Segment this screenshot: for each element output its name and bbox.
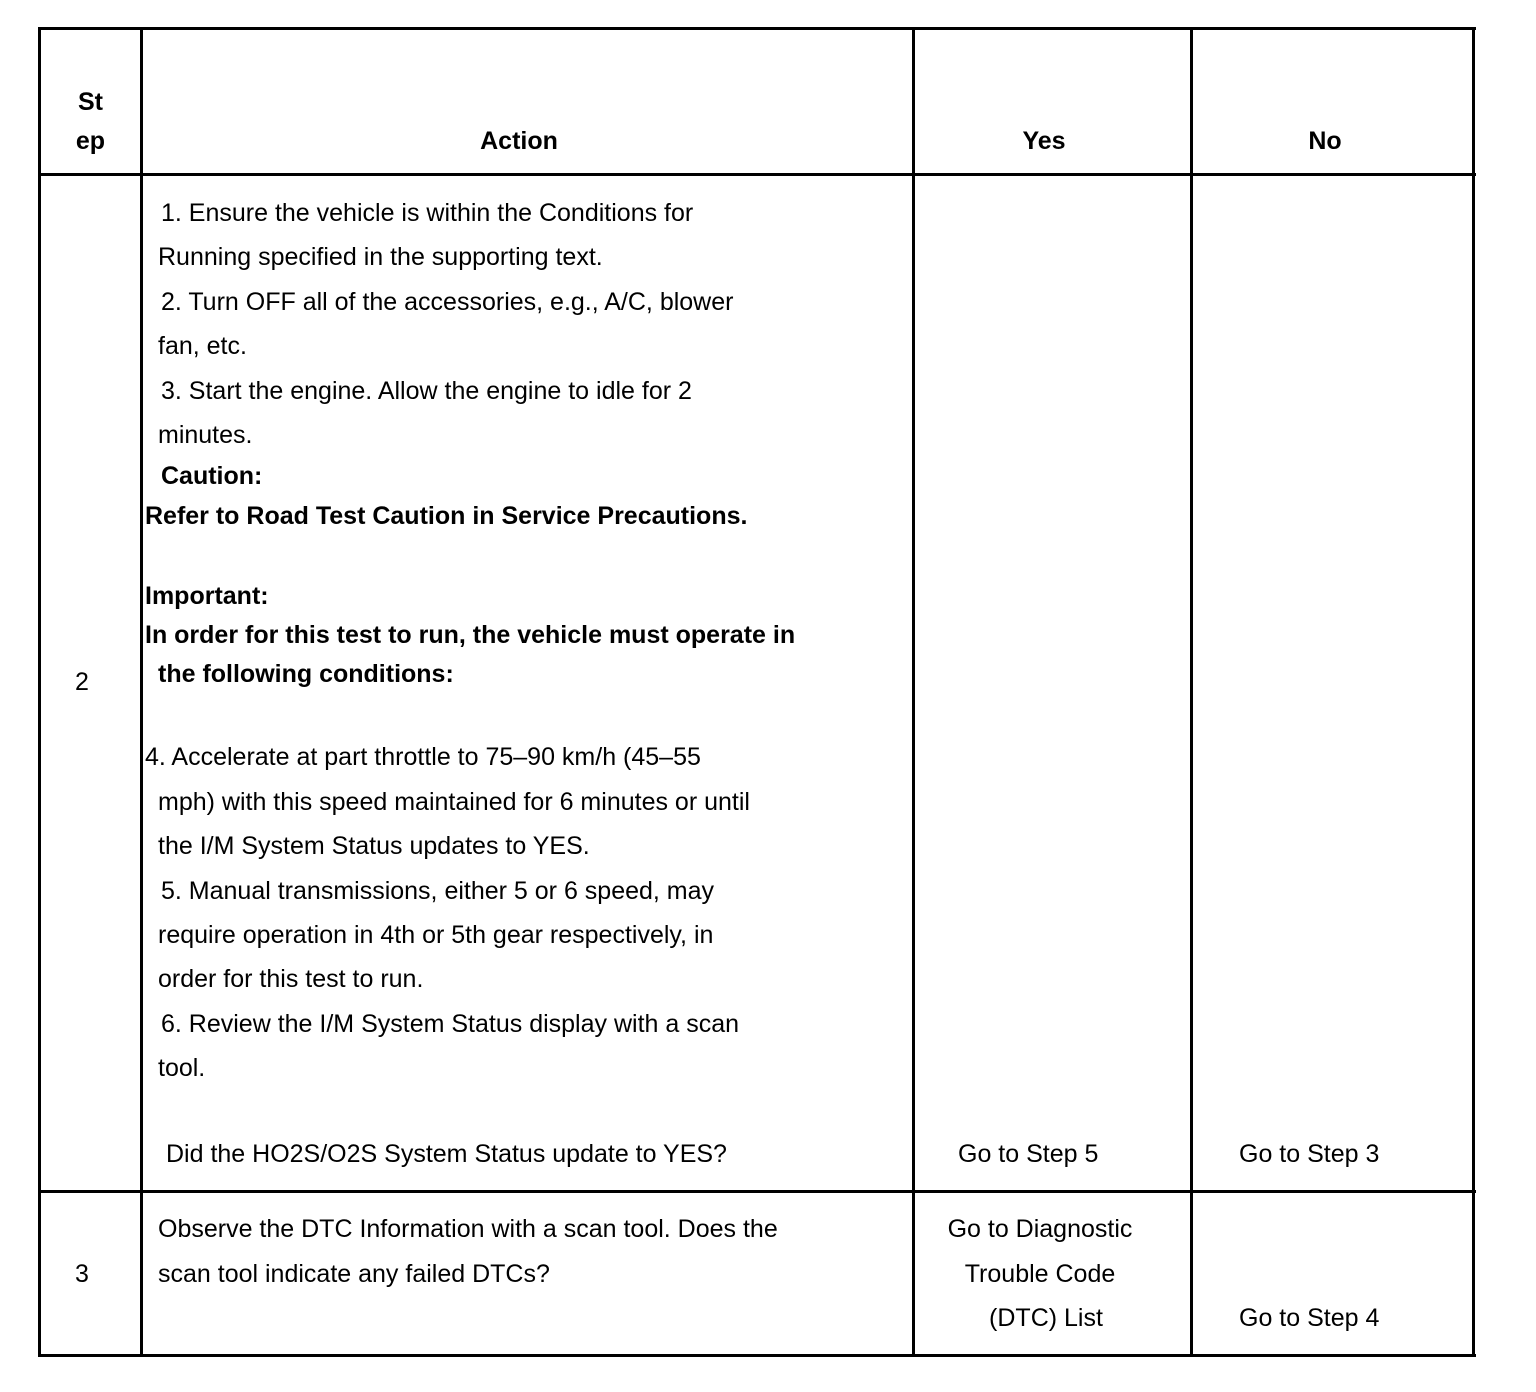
header-step-part2: ep <box>75 127 106 155</box>
step-number: 3 <box>75 1260 89 1288</box>
yes-result: Trouble Code <box>964 1260 1116 1288</box>
yes-result: Go to Step 5 <box>958 1140 1099 1168</box>
action-line: 3. Start the engine. Allow the engine to idle for 2 <box>161 377 692 405</box>
action-line: 2. Turn OFF all of the accessories, e.g., A/C, blower <box>161 288 734 316</box>
action-line: 6. Review the I/M System Status display with a scan <box>161 1010 740 1038</box>
column-divider-yes <box>1190 27 1193 1357</box>
action-line: fan, etc. <box>158 332 247 360</box>
important-text: In order for this test to run, the vehicle must operate in <box>145 621 796 649</box>
action-line: the I/M System Status updates to YES. <box>158 832 590 860</box>
column-divider-step <box>140 27 143 1357</box>
action-line: order for this test to run. <box>158 965 424 993</box>
action-line: Observe the DTC Information with a scan tool. Does the <box>158 1215 778 1243</box>
table-border-bottom <box>38 1354 1476 1357</box>
important-text: the following conditions: <box>158 660 454 688</box>
action-line: 1. Ensure the vehicle is within the Conditions for <box>161 199 694 227</box>
header-step-part1: St <box>78 88 103 116</box>
column-divider-action <box>912 27 915 1357</box>
caution-label: Caution: <box>161 462 263 490</box>
no-result: Go to Step 4 <box>1239 1304 1380 1332</box>
step-number: 2 <box>75 668 89 696</box>
action-line: scan tool indicate any failed DTCs? <box>158 1260 550 1288</box>
action-line: minutes. <box>158 421 253 449</box>
table-border-right <box>1472 27 1475 1357</box>
action-line: 4. Accelerate at part throttle to 75–90 km/h (45–55 <box>145 743 701 771</box>
action-line: 5. Manual transmissions, either 5 or 6 speed, may <box>161 877 715 905</box>
action-line: Running specified in the supporting text. <box>158 243 603 271</box>
table-border-top <box>38 27 1476 30</box>
action-line: mph) with this speed maintained for 6 minutes or until <box>158 788 750 816</box>
header-yes: Yes <box>1022 127 1066 155</box>
important-label: Important: <box>145 582 269 610</box>
header-divider <box>38 173 1476 176</box>
header-action: Action <box>480 127 558 155</box>
yes-result: (DTC) List <box>989 1304 1103 1332</box>
action-line: tool. <box>158 1054 206 1082</box>
action-question: Did the HO2S/O2S System Status update to YES? <box>166 1140 727 1168</box>
yes-result: Go to Diagnostic <box>947 1215 1133 1243</box>
no-result: Go to Step 3 <box>1239 1140 1380 1168</box>
header-no: No <box>1308 127 1342 155</box>
caution-text: Refer to Road Test Caution in Service Precautions. <box>145 502 748 530</box>
action-line: require operation in 4th or 5th gear respectively, in <box>158 921 714 949</box>
row-divider <box>38 1190 1476 1193</box>
